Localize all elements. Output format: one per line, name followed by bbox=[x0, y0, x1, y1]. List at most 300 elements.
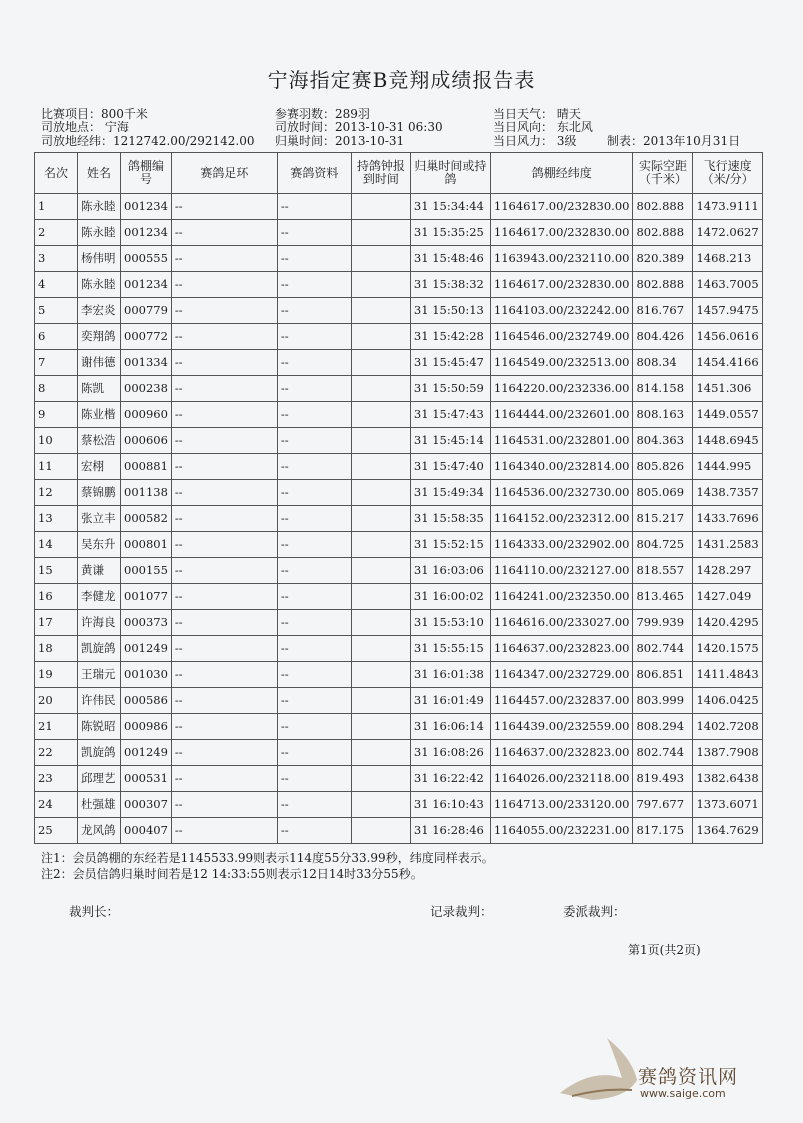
name-cell: 奕翔鸽 bbox=[78, 324, 121, 350]
name-cell: 吴东升 bbox=[78, 532, 121, 558]
distance-cell: 819.493 bbox=[633, 766, 693, 792]
distance-cell: 805.069 bbox=[633, 480, 693, 506]
meta-wind-direction: 当日风向： 东北风 bbox=[493, 120, 593, 134]
rank-cell: 12 bbox=[35, 480, 78, 506]
table-row bbox=[35, 636, 763, 662]
name-cell: 李宏炎 bbox=[78, 298, 121, 324]
clock-time-cell bbox=[351, 194, 410, 220]
distance-cell: 808.294 bbox=[633, 714, 693, 740]
arrival-time-cell: 31 16:22:42 bbox=[410, 766, 490, 792]
clock-time-cell bbox=[351, 610, 410, 636]
loft-number-cell: 000772 bbox=[121, 324, 172, 350]
footnotes bbox=[41, 850, 494, 882]
meta-weather: 当日天气： 晴天 bbox=[493, 107, 581, 121]
distance-cell: 802.888 bbox=[633, 272, 693, 298]
speed-cell: 1420.4295 bbox=[693, 610, 762, 636]
name-cell: 凯旋鸽 bbox=[78, 740, 121, 766]
loft-coords-cell: 1164340.00/232814.00 bbox=[490, 454, 633, 480]
table-row bbox=[35, 688, 763, 714]
arrival-time-cell: 31 16:28:46 bbox=[410, 818, 490, 844]
loft-coords-cell: 1164531.00/232801.00 bbox=[490, 428, 633, 454]
distance-cell: 820.389 bbox=[633, 246, 693, 272]
ring-cell: -- bbox=[171, 480, 277, 506]
meta-made-date: 制表：2013年10月31日 bbox=[607, 134, 741, 148]
ring-cell: -- bbox=[171, 818, 277, 844]
clock-time-cell bbox=[351, 714, 410, 740]
recorder-judge-label: 记录裁判： bbox=[430, 904, 493, 919]
loft-number-cell: 001249 bbox=[121, 636, 172, 662]
ring-cell: -- bbox=[171, 532, 277, 558]
name-cell: 陈永睦 bbox=[78, 194, 121, 220]
name-cell: 杜强雄 bbox=[78, 792, 121, 818]
distance-cell: 799.939 bbox=[633, 610, 693, 636]
clock-time-cell bbox=[351, 220, 410, 246]
name-cell: 陈凯 bbox=[78, 376, 121, 402]
pigeon-info-cell: -- bbox=[277, 636, 351, 662]
loft-number-cell: 000238 bbox=[121, 376, 172, 402]
distance-cell: 813.465 bbox=[633, 584, 693, 610]
table-row bbox=[35, 272, 763, 298]
table-row bbox=[35, 454, 763, 480]
clock-time-cell bbox=[351, 324, 410, 350]
pigeon-info-cell: -- bbox=[277, 324, 351, 350]
speed-cell: 1456.0616 bbox=[693, 324, 762, 350]
arrival-time-cell: 31 16:00:02 bbox=[410, 584, 490, 610]
meta-event: 比赛项目：800千米 bbox=[41, 107, 148, 121]
loft-coords-cell: 1164457.00/232837.00 bbox=[490, 688, 633, 714]
ring-cell: -- bbox=[171, 740, 277, 766]
arrival-time-cell: 31 15:34:44 bbox=[410, 194, 490, 220]
meta-count: 参赛羽数：289羽 bbox=[275, 107, 370, 121]
pigeon-info-cell: -- bbox=[277, 740, 351, 766]
ring-cell: -- bbox=[171, 636, 277, 662]
loft-coords-cell: 1164439.00/232559.00 bbox=[490, 714, 633, 740]
name-cell: 谢伟德 bbox=[78, 350, 121, 376]
clock-time-cell bbox=[351, 766, 410, 792]
speed-cell: 1406.0425 bbox=[693, 688, 762, 714]
clock-time-cell bbox=[351, 272, 410, 298]
name-cell: 蔡锦鹏 bbox=[78, 480, 121, 506]
distance-cell: 804.363 bbox=[633, 428, 693, 454]
ring-cell: -- bbox=[171, 402, 277, 428]
rank-cell: 3 bbox=[35, 246, 78, 272]
pigeon-info-cell: -- bbox=[277, 714, 351, 740]
loft-number-cell: 000407 bbox=[121, 818, 172, 844]
loft-number-cell: 000986 bbox=[121, 714, 172, 740]
rank-cell: 25 bbox=[35, 818, 78, 844]
pigeon-info-cell: -- bbox=[277, 220, 351, 246]
results-table bbox=[34, 152, 763, 844]
watermark-url: www.saige.com bbox=[640, 1087, 726, 1100]
pigeon-info-cell: -- bbox=[277, 454, 351, 480]
header-arrival-time: 归巢时间或持鸽 bbox=[410, 153, 490, 194]
ring-cell: -- bbox=[171, 324, 277, 350]
name-cell: 陈永睦 bbox=[78, 220, 121, 246]
loft-number-cell: 001234 bbox=[121, 220, 172, 246]
pigeon-info-cell: -- bbox=[277, 194, 351, 220]
clock-time-cell bbox=[351, 792, 410, 818]
header-speed: 飞行速度（米/分） bbox=[693, 153, 762, 194]
table-header-row bbox=[35, 153, 763, 194]
pigeon-info-cell: -- bbox=[277, 350, 351, 376]
loft-coords-cell: 1164220.00/232336.00 bbox=[490, 376, 633, 402]
distance-cell: 814.158 bbox=[633, 376, 693, 402]
speed-cell: 1411.4843 bbox=[693, 662, 762, 688]
pigeon-info-cell: -- bbox=[277, 376, 351, 402]
name-cell: 陈业楷 bbox=[78, 402, 121, 428]
ring-cell: -- bbox=[171, 766, 277, 792]
loft-number-cell: 001234 bbox=[121, 194, 172, 220]
clock-time-cell bbox=[351, 428, 410, 454]
loft-coords-cell: 1164152.00/232312.00 bbox=[490, 506, 633, 532]
pigeon-info-cell: -- bbox=[277, 402, 351, 428]
rank-cell: 14 bbox=[35, 532, 78, 558]
pigeon-info-cell: -- bbox=[277, 662, 351, 688]
speed-cell: 1402.7208 bbox=[693, 714, 762, 740]
pigeon-info-cell: -- bbox=[277, 584, 351, 610]
name-cell: 蔡松浩 bbox=[78, 428, 121, 454]
loft-number-cell: 001249 bbox=[121, 740, 172, 766]
ring-cell: -- bbox=[171, 220, 277, 246]
distance-cell: 804.426 bbox=[633, 324, 693, 350]
clock-time-cell bbox=[351, 298, 410, 324]
table-row bbox=[35, 818, 763, 844]
loft-number-cell: 000586 bbox=[121, 688, 172, 714]
distance-cell: 802.888 bbox=[633, 220, 693, 246]
clock-time-cell bbox=[351, 818, 410, 844]
arrival-time-cell: 31 15:45:47 bbox=[410, 350, 490, 376]
rank-cell: 7 bbox=[35, 350, 78, 376]
pigeon-info-cell: -- bbox=[277, 532, 351, 558]
distance-cell: 802.744 bbox=[633, 636, 693, 662]
table-row bbox=[35, 792, 763, 818]
meta-wind-force: 当日风力： 3级 bbox=[493, 134, 577, 148]
header-name: 姓名 bbox=[78, 153, 121, 194]
clock-time-cell bbox=[351, 506, 410, 532]
clock-time-cell bbox=[351, 662, 410, 688]
clock-time-cell bbox=[351, 246, 410, 272]
clock-time-cell bbox=[351, 636, 410, 662]
rank-cell: 23 bbox=[35, 766, 78, 792]
name-cell: 黄谦 bbox=[78, 558, 121, 584]
distance-cell: 802.888 bbox=[633, 194, 693, 220]
loft-coords-cell: 1164637.00/232823.00 bbox=[490, 636, 633, 662]
table-row bbox=[35, 532, 763, 558]
speed-cell: 1387.7908 bbox=[693, 740, 762, 766]
table-row bbox=[35, 376, 763, 402]
arrival-time-cell: 31 16:01:49 bbox=[410, 688, 490, 714]
name-cell: 许伟民 bbox=[78, 688, 121, 714]
distance-cell: 808.163 bbox=[633, 402, 693, 428]
pigeon-info-cell: -- bbox=[277, 480, 351, 506]
delegate-judge-label: 委派裁判： bbox=[563, 904, 626, 919]
ring-cell: -- bbox=[171, 454, 277, 480]
table-row bbox=[35, 584, 763, 610]
distance-cell: 805.826 bbox=[633, 454, 693, 480]
ring-cell: -- bbox=[171, 428, 277, 454]
report-title: 宁海指定赛B竞翔成绩报告表 bbox=[267, 68, 536, 92]
distance-cell: 808.34 bbox=[633, 350, 693, 376]
name-cell: 李健龙 bbox=[78, 584, 121, 610]
meta-return-time: 归巢时间：2013-10-31 bbox=[275, 134, 405, 148]
table-row bbox=[35, 194, 763, 220]
clock-time-cell bbox=[351, 350, 410, 376]
speed-cell: 1448.6945 bbox=[693, 428, 762, 454]
speed-cell: 1431.2583 bbox=[693, 532, 762, 558]
ring-cell: -- bbox=[171, 714, 277, 740]
header-distance: 实际空距（千米） bbox=[633, 153, 693, 194]
rank-cell: 18 bbox=[35, 636, 78, 662]
name-cell: 许海良 bbox=[78, 610, 121, 636]
rank-cell: 24 bbox=[35, 792, 78, 818]
ring-cell: -- bbox=[171, 688, 277, 714]
arrival-time-cell: 31 16:06:14 bbox=[410, 714, 490, 740]
loft-number-cell: 001234 bbox=[121, 272, 172, 298]
ring-cell: -- bbox=[171, 350, 277, 376]
clock-time-cell bbox=[351, 402, 410, 428]
speed-cell: 1427.049 bbox=[693, 584, 762, 610]
loft-coords-cell: 1164549.00/232513.00 bbox=[490, 350, 633, 376]
table-row bbox=[35, 324, 763, 350]
pigeon-info-cell: -- bbox=[277, 688, 351, 714]
rank-cell: 11 bbox=[35, 454, 78, 480]
clock-time-cell bbox=[351, 558, 410, 584]
arrival-time-cell: 31 15:49:34 bbox=[410, 480, 490, 506]
clock-time-cell bbox=[351, 740, 410, 766]
arrival-time-cell: 31 15:58:35 bbox=[410, 506, 490, 532]
table-row bbox=[35, 662, 763, 688]
rank-cell: 1 bbox=[35, 194, 78, 220]
header-ring: 赛鸽足环 bbox=[171, 153, 277, 194]
distance-cell: 803.999 bbox=[633, 688, 693, 714]
speed-cell: 1433.7696 bbox=[693, 506, 762, 532]
pigeon-info-cell: -- bbox=[277, 766, 351, 792]
table-row bbox=[35, 480, 763, 506]
loft-coords-cell: 1164617.00/232830.00 bbox=[490, 220, 633, 246]
rank-cell: 19 bbox=[35, 662, 78, 688]
loft-number-cell: 000801 bbox=[121, 532, 172, 558]
distance-cell: 816.767 bbox=[633, 298, 693, 324]
arrival-time-cell: 31 15:53:10 bbox=[410, 610, 490, 636]
loft-coords-cell: 1164617.00/232830.00 bbox=[490, 272, 633, 298]
table-row bbox=[35, 428, 763, 454]
loft-number-cell: 001138 bbox=[121, 480, 172, 506]
arrival-time-cell: 31 16:08:26 bbox=[410, 740, 490, 766]
name-cell: 龙风鸽 bbox=[78, 818, 121, 844]
name-cell: 陈锐昭 bbox=[78, 714, 121, 740]
header-clock-time: 持鸽钟报到时间 bbox=[351, 153, 410, 194]
name-cell: 张立丰 bbox=[78, 506, 121, 532]
loft-number-cell: 001030 bbox=[121, 662, 172, 688]
rank-cell: 22 bbox=[35, 740, 78, 766]
rank-cell: 17 bbox=[35, 610, 78, 636]
meta-location: 司放地点： 宁海 bbox=[41, 120, 129, 134]
speed-cell: 1473.9111 bbox=[693, 194, 762, 220]
loft-number-cell: 000606 bbox=[121, 428, 172, 454]
loft-coords-cell: 1164616.00/233027.00 bbox=[490, 610, 633, 636]
name-cell: 凯旋鸽 bbox=[78, 636, 121, 662]
table-row bbox=[35, 766, 763, 792]
table-row bbox=[35, 506, 763, 532]
speed-cell: 1420.1575 bbox=[693, 636, 762, 662]
loft-number-cell: 000779 bbox=[121, 298, 172, 324]
loft-number-cell: 001334 bbox=[121, 350, 172, 376]
header-pigeon-info: 赛鸽资料 bbox=[277, 153, 351, 194]
loft-coords-cell: 1164444.00/232601.00 bbox=[490, 402, 633, 428]
speed-cell: 1438.7357 bbox=[693, 480, 762, 506]
arrival-time-cell: 31 15:55:15 bbox=[410, 636, 490, 662]
loft-coords-cell: 1164110.00/232127.00 bbox=[490, 558, 633, 584]
loft-coords-cell: 1164347.00/232729.00 bbox=[490, 662, 633, 688]
arrival-time-cell: 31 15:52:15 bbox=[410, 532, 490, 558]
arrival-time-cell: 31 15:45:14 bbox=[410, 428, 490, 454]
loft-number-cell: 000881 bbox=[121, 454, 172, 480]
speed-cell: 1454.4166 bbox=[693, 350, 762, 376]
speed-cell: 1449.0557 bbox=[693, 402, 762, 428]
table-row bbox=[35, 350, 763, 376]
speed-cell: 1472.0627 bbox=[693, 220, 762, 246]
arrival-time-cell: 31 16:01:38 bbox=[410, 662, 490, 688]
footnote-2: 注2：会员信鸽归巢时间若是12 14:33:55则表示12日14时33分55秒。 bbox=[41, 867, 423, 881]
name-cell: 陈永睦 bbox=[78, 272, 121, 298]
loft-number-cell: 001077 bbox=[121, 584, 172, 610]
ring-cell: -- bbox=[171, 792, 277, 818]
name-cell: 王瑞元 bbox=[78, 662, 121, 688]
arrival-time-cell: 31 15:47:40 bbox=[410, 454, 490, 480]
ring-cell: -- bbox=[171, 194, 277, 220]
ring-cell: -- bbox=[171, 246, 277, 272]
ring-cell: -- bbox=[171, 662, 277, 688]
speed-cell: 1364.7629 bbox=[693, 818, 762, 844]
loft-coords-cell: 1164241.00/232350.00 bbox=[490, 584, 633, 610]
name-cell: 邱理艺 bbox=[78, 766, 121, 792]
clock-time-cell bbox=[351, 480, 410, 506]
clock-time-cell bbox=[351, 454, 410, 480]
arrival-time-cell: 31 16:10:43 bbox=[410, 792, 490, 818]
speed-cell: 1468.213 bbox=[693, 246, 762, 272]
table-row bbox=[35, 220, 763, 246]
pigeon-info-cell: -- bbox=[277, 272, 351, 298]
meta-coords: 司放地经纬：1212742.00/292142.00 bbox=[41, 134, 255, 148]
loft-coords-cell: 1164333.00/232902.00 bbox=[490, 532, 633, 558]
speed-cell: 1451.306 bbox=[693, 376, 762, 402]
clock-time-cell bbox=[351, 584, 410, 610]
pigeon-info-cell: -- bbox=[277, 792, 351, 818]
table-row bbox=[35, 298, 763, 324]
table-row bbox=[35, 246, 763, 272]
speed-cell: 1463.7005 bbox=[693, 272, 762, 298]
distance-cell: 815.217 bbox=[633, 506, 693, 532]
table-row bbox=[35, 740, 763, 766]
rank-cell: 8 bbox=[35, 376, 78, 402]
rank-cell: 2 bbox=[35, 220, 78, 246]
pigeon-info-cell: -- bbox=[277, 610, 351, 636]
speed-cell: 1457.9475 bbox=[693, 298, 762, 324]
pigeon-info-cell: -- bbox=[277, 298, 351, 324]
name-cell: 杨伟明 bbox=[78, 246, 121, 272]
table-row bbox=[35, 402, 763, 428]
ring-cell: -- bbox=[171, 376, 277, 402]
rank-cell: 6 bbox=[35, 324, 78, 350]
loft-number-cell: 000307 bbox=[121, 792, 172, 818]
rank-cell: 16 bbox=[35, 584, 78, 610]
page-number: 第1页(共2页) bbox=[628, 943, 701, 957]
loft-coords-cell: 1164536.00/232730.00 bbox=[490, 480, 633, 506]
ring-cell: -- bbox=[171, 610, 277, 636]
loft-number-cell: 000582 bbox=[121, 506, 172, 532]
loft-coords-cell: 1164546.00/232749.00 bbox=[490, 324, 633, 350]
ring-cell: -- bbox=[171, 506, 277, 532]
distance-cell: 802.744 bbox=[633, 740, 693, 766]
header-loft-coords: 鸽棚经纬度 bbox=[490, 153, 633, 194]
loft-coords-cell: 1164617.00/232830.00 bbox=[490, 194, 633, 220]
rank-cell: 4 bbox=[35, 272, 78, 298]
loft-number-cell: 000960 bbox=[121, 402, 172, 428]
arrival-time-cell: 31 15:35:25 bbox=[410, 220, 490, 246]
loft-coords-cell: 1163943.00/232110.00 bbox=[490, 246, 633, 272]
clock-time-cell bbox=[351, 688, 410, 714]
distance-cell: 806.851 bbox=[633, 662, 693, 688]
chief-judge-label: 裁判长： bbox=[69, 904, 120, 919]
arrival-time-cell: 31 15:50:59 bbox=[410, 376, 490, 402]
clock-time-cell bbox=[351, 532, 410, 558]
rank-cell: 13 bbox=[35, 506, 78, 532]
distance-cell: 817.175 bbox=[633, 818, 693, 844]
pigeon-info-cell: -- bbox=[277, 818, 351, 844]
footnote-1: 注1：会员鸽棚的东经若是1145533.99则表示114度55分33.99秒，纬度同样表示。 bbox=[41, 851, 494, 865]
loft-number-cell: 000555 bbox=[121, 246, 172, 272]
arrival-time-cell: 31 15:48:46 bbox=[410, 246, 490, 272]
ring-cell: -- bbox=[171, 584, 277, 610]
name-cell: 宏栩 bbox=[78, 454, 121, 480]
rank-cell: 20 bbox=[35, 688, 78, 714]
loft-coords-cell: 1164055.00/232231.00 bbox=[490, 818, 633, 844]
pigeon-info-cell: -- bbox=[277, 246, 351, 272]
speed-cell: 1444.995 bbox=[693, 454, 762, 480]
loft-coords-cell: 1164026.00/232118.00 bbox=[490, 766, 633, 792]
header-loft-number: 鸽棚编号 bbox=[121, 153, 172, 194]
arrival-time-cell: 31 15:42:28 bbox=[410, 324, 490, 350]
loft-number-cell: 000531 bbox=[121, 766, 172, 792]
ring-cell: -- bbox=[171, 272, 277, 298]
loft-coords-cell: 1164103.00/232242.00 bbox=[490, 298, 633, 324]
speed-cell: 1428.297 bbox=[693, 558, 762, 584]
watermark-text: 赛鸽资讯网 bbox=[638, 1066, 739, 1088]
rank-cell: 15 bbox=[35, 558, 78, 584]
table-row bbox=[35, 714, 763, 740]
loft-coords-cell: 1164713.00/233120.00 bbox=[490, 792, 633, 818]
rank-cell: 5 bbox=[35, 298, 78, 324]
arrival-time-cell: 31 15:38:32 bbox=[410, 272, 490, 298]
ring-cell: -- bbox=[171, 298, 277, 324]
speed-cell: 1373.6071 bbox=[693, 792, 762, 818]
pigeon-info-cell: -- bbox=[277, 428, 351, 454]
speed-cell: 1382.6438 bbox=[693, 766, 762, 792]
header-rank: 名次 bbox=[35, 153, 78, 194]
rank-cell: 21 bbox=[35, 714, 78, 740]
arrival-time-cell: 31 15:50:13 bbox=[410, 298, 490, 324]
loft-number-cell: 000373 bbox=[121, 610, 172, 636]
loft-number-cell: 000155 bbox=[121, 558, 172, 584]
distance-cell: 804.725 bbox=[633, 532, 693, 558]
distance-cell: 818.557 bbox=[633, 558, 693, 584]
table-row bbox=[35, 610, 763, 636]
ring-cell: -- bbox=[171, 558, 277, 584]
arrival-time-cell: 31 15:47:43 bbox=[410, 402, 490, 428]
rank-cell: 9 bbox=[35, 402, 78, 428]
arrival-time-cell: 31 16:03:06 bbox=[410, 558, 490, 584]
pigeon-info-cell: -- bbox=[277, 558, 351, 584]
